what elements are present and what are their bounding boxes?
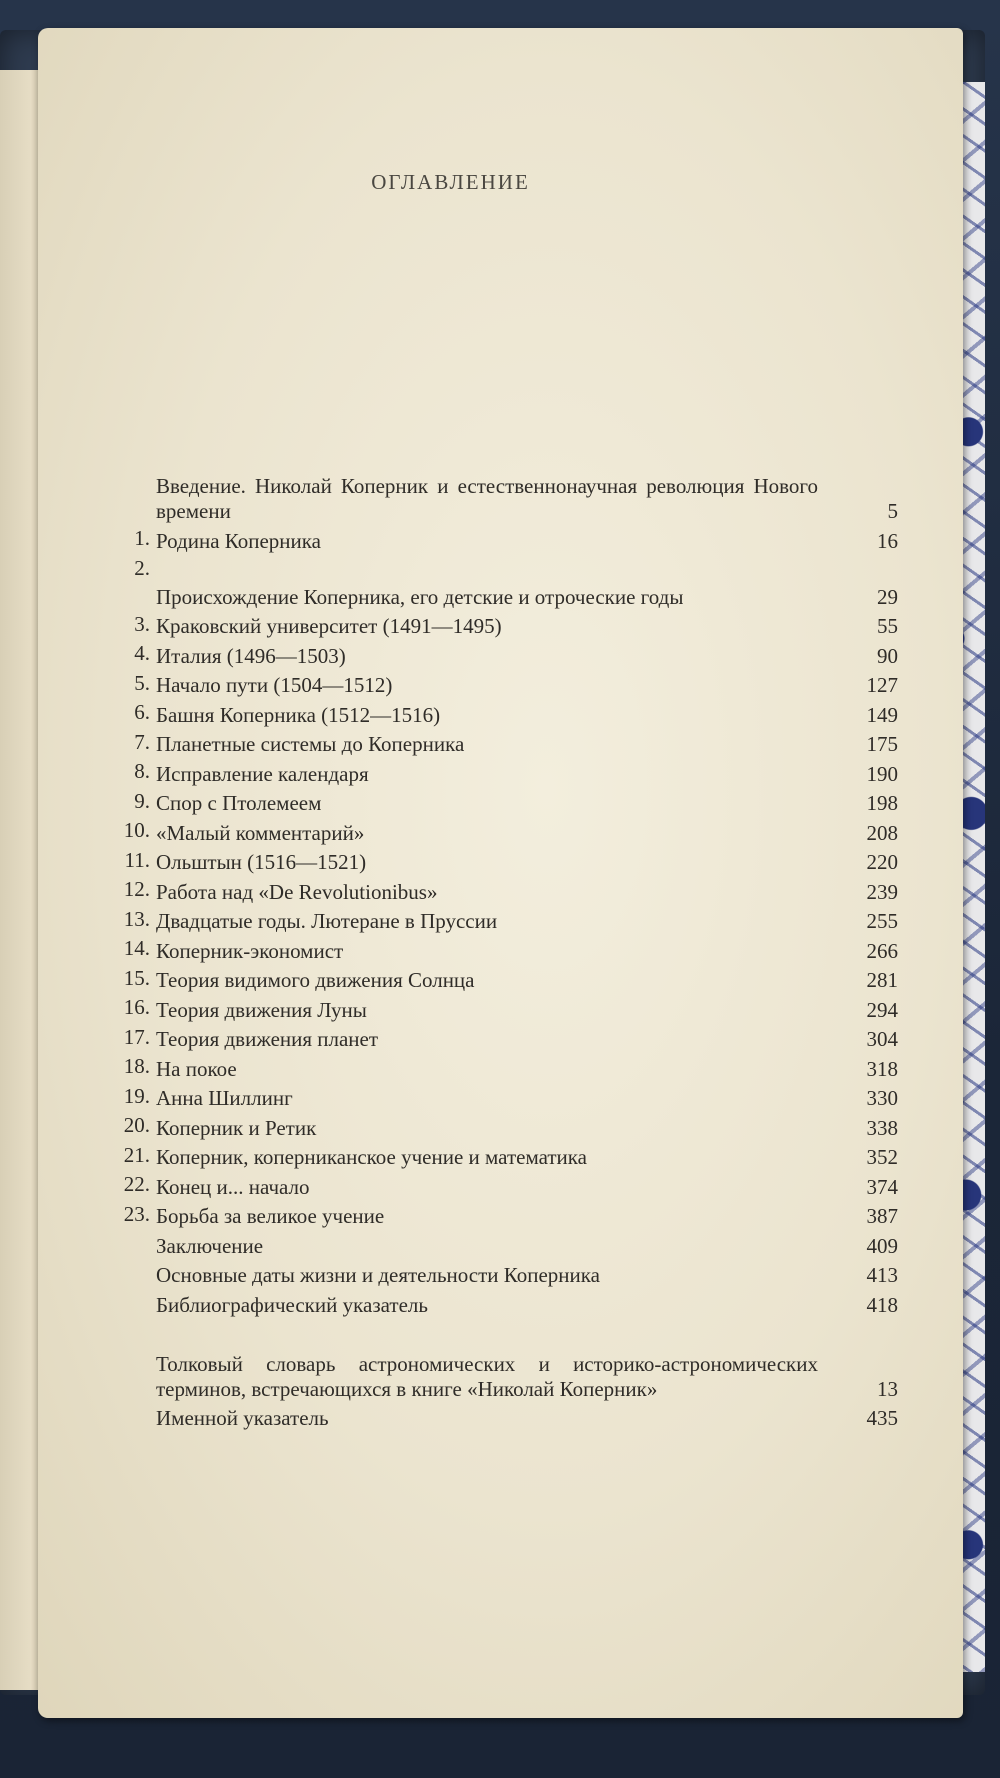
page-number: 294 [866, 997, 898, 1022]
chapter-title: Коперник, коперниканское учение и математика [156, 1145, 587, 1169]
toc-entry [98, 1259, 898, 1289]
chapter-title: Заключение [156, 1233, 264, 1258]
page-number: 374 [866, 1174, 898, 1199]
chapter-title: Родина Коперника [156, 528, 321, 553]
toc-entry [98, 964, 898, 994]
chapter-title: Начало пути (1504—1512) [156, 673, 393, 697]
page-number: 29 [877, 584, 898, 609]
chapter-number: 16. [123, 995, 150, 1019]
page-number: 220 [866, 850, 898, 874]
toc-entry [98, 639, 898, 669]
toc-entry [98, 728, 898, 758]
page-number: 281 [866, 968, 898, 992]
chapter-title: «Малый комментарий» [156, 820, 365, 845]
toc-entry [98, 669, 898, 699]
page-number: 175 [866, 732, 898, 756]
toc-entry [98, 993, 898, 1023]
chapter-number: 1. [134, 526, 150, 550]
toc-entry [98, 1082, 898, 1112]
page-number: 190 [866, 761, 898, 786]
toc-entry [98, 698, 898, 728]
chapter-number: 3. [134, 611, 150, 636]
chapter-title: Основные даты жизни и деятельности Коперника [156, 1263, 600, 1287]
chapter-number: 7. [134, 729, 150, 754]
page-number: 409 [866, 1233, 898, 1258]
page-number: 266 [866, 938, 898, 963]
toc-entry [98, 554, 898, 610]
toc-entry [98, 1288, 898, 1318]
chapter-title: Двадцатые годы. Лютеране в Пруссии [156, 909, 498, 933]
chapter-number: 6. [134, 700, 150, 724]
book-page [38, 28, 963, 1718]
chapter-title: Толковый словарь астрономических и историко-астрономических терминов, встречающихся в книге «Николай Коперник» [156, 1351, 818, 1401]
page-number: 318 [866, 1056, 898, 1081]
toc-entry [98, 816, 898, 846]
page-number: 127 [866, 673, 898, 697]
page-number: 352 [866, 1145, 898, 1169]
chapter-number: 15. [123, 965, 150, 990]
toc-entry [98, 757, 898, 787]
chapter-number: 13. [123, 906, 150, 931]
toc-entry [98, 468, 898, 524]
chapter-title: Ольштын (1516—1521) [156, 850, 367, 874]
toc-entry [98, 524, 898, 554]
page-number: 239 [866, 879, 898, 904]
toc-entry [98, 787, 898, 817]
toc-entry [98, 846, 898, 876]
toc-entry [98, 1052, 898, 1082]
chapter-title: Борьба за великое учение [156, 1204, 385, 1228]
toc-entry [98, 1200, 898, 1230]
toc-entry [98, 610, 898, 640]
chapter-number: 22. [123, 1172, 150, 1196]
toc-entry [98, 1141, 898, 1171]
page-number: 330 [866, 1086, 898, 1110]
page-number: 435 [866, 1406, 898, 1430]
page-number: 55 [877, 614, 898, 638]
chapter-title: Теория видимого движения Солнца [156, 968, 475, 992]
chapter-number: 14. [123, 936, 150, 960]
page-number: 387 [866, 1204, 898, 1228]
chapter-title: Происхождение Коперника, его детские и отроческие годы [156, 584, 684, 609]
toc-entry [98, 905, 898, 935]
table-of-contents [98, 468, 898, 1431]
chapter-number: 8. [134, 759, 150, 783]
page-number: 338 [866, 1115, 898, 1140]
chapter-title: Планетные системы до Коперника [156, 732, 465, 756]
page-number: 418 [866, 1292, 898, 1317]
page-number: 16 [877, 528, 898, 553]
chapter-number [98, 1402, 156, 1404]
toc-entry [98, 1023, 898, 1053]
chapter-title: На покое [156, 1056, 237, 1081]
chapter-number: 2. [134, 555, 150, 580]
page-number: 304 [866, 1027, 898, 1051]
page-title-text: ОГЛАВЛЕНИЕ [371, 170, 530, 194]
chapter-title: Именной указатель [156, 1406, 329, 1430]
chapter-title: Исправление календаря [156, 761, 369, 786]
chapter-number [98, 468, 156, 470]
page-number: 90 [877, 643, 898, 668]
chapter-title: Работа над «De Revolutionibus» [156, 879, 438, 904]
chapter-number [98, 1229, 156, 1231]
chapter-title: Коперник и Ретик [156, 1115, 317, 1140]
chapter-number [98, 1318, 156, 1320]
chapter-title: Краковский университет (1491—1495) [156, 614, 502, 638]
chapter-number: 5. [134, 670, 150, 695]
chapter-title: Теория движения Луны [156, 997, 367, 1022]
toc-entry [98, 1170, 898, 1200]
chapter-number: 9. [134, 788, 150, 813]
chapter-number: 10. [123, 818, 150, 842]
chapter-number: 23. [123, 1201, 150, 1226]
chapter-title: Спор с Птолемеем [156, 791, 322, 815]
chapter-number: 20. [123, 1113, 150, 1137]
chapter-title: Башня Коперника (1512—1516) [156, 702, 441, 727]
chapter-title: Коперник-экономист [156, 938, 344, 963]
chapter-number [98, 1259, 156, 1261]
toc-entry [98, 1229, 898, 1259]
page-number: 413 [866, 1263, 898, 1287]
chapter-title: Теория движения планет [156, 1027, 379, 1051]
chapter-title: Библиографический указатель [156, 1292, 428, 1317]
chapter-number: 4. [134, 641, 150, 665]
page-number: 198 [866, 791, 898, 815]
toc-entry [98, 1111, 898, 1141]
page-number: 149 [866, 702, 898, 727]
chapter-number: 21. [123, 1142, 150, 1167]
page-number: 5 [887, 499, 898, 523]
page-number: 255 [866, 909, 898, 933]
toc-entry [98, 875, 898, 905]
chapter-number [98, 1288, 156, 1290]
page-number: 13 [877, 1376, 898, 1401]
chapter-number: 17. [123, 1024, 150, 1049]
chapter-title: Анна Шиллинг [156, 1086, 293, 1110]
page-title [38, 170, 963, 195]
chapter-number: 19. [123, 1083, 150, 1108]
toc-entry [98, 1402, 898, 1432]
toc-entry [98, 1318, 898, 1402]
chapter-number: 11. [124, 847, 150, 872]
chapter-number: 12. [123, 877, 150, 901]
chapter-title: Италия (1496—1503) [156, 643, 346, 668]
toc-entry [98, 934, 898, 964]
page-number: 208 [866, 820, 898, 845]
chapter-title: Конец и... начало [156, 1174, 310, 1199]
chapter-number: 18. [123, 1054, 150, 1078]
chapter-title: Введение. Николай Коперник и естественнонаучная революция Нового времени [156, 474, 818, 523]
